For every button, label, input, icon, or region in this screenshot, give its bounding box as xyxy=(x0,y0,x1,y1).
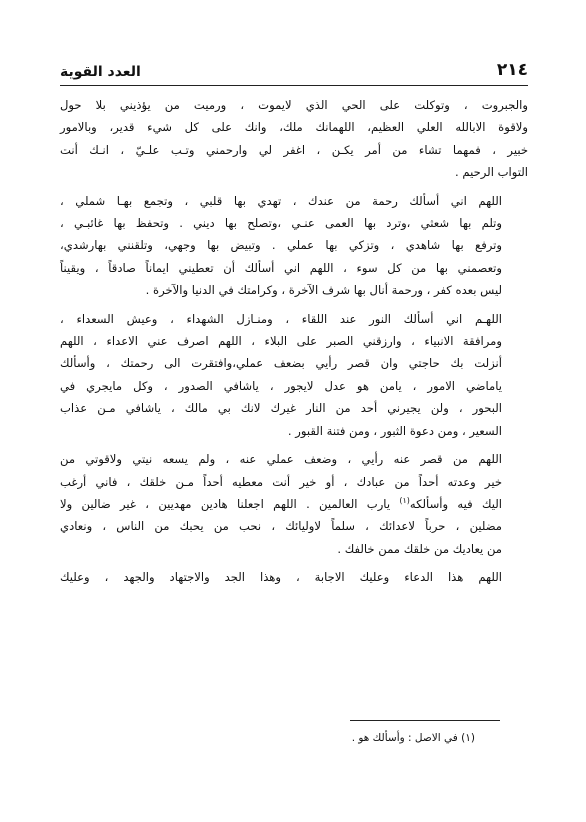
text-line: ياماضي الامور ، يامن هو عدل لايجور ، ياشافي الصدور ، وكل مايجري في xyxy=(60,378,502,393)
text-fragment: اليك فيه وأسألكه xyxy=(409,496,502,511)
text-line: أنزلت بك حاجتي وان قصر رأيي بضعف عملي،وافتقرت الى رحمتك ، وأسألك xyxy=(60,356,502,371)
footnote: (١) في الاصل : وأسألك هو . xyxy=(351,732,475,744)
text-line: وتلم بها شعثي ،وترد بها العمى عنـي ،وتصلح بها ديني . وتحفظ بها غائبـي ، xyxy=(60,216,502,231)
header-rule xyxy=(60,85,528,86)
text-line: ولاقوة الابالله العلي العظيم، اللهمانك ملك، وانك على كل شيء قدير، وبالامور xyxy=(60,120,528,135)
text-line: اللهم اني أسألك رحمة من عندك ، تهدي بها قلبي ، وتجمع بهـا شملي ، xyxy=(60,193,502,208)
text-line: ومرافقة الانبياء ، وارزقني الصبر على البلاء ، اللهم اصرف عني الاعداء ، اللهم xyxy=(60,334,502,349)
text-line: خبير ، فمهما تشاء من أمر يكـن ، اغفر لي وارحمني وتـب علـيّ ، انـك أنت xyxy=(60,142,528,157)
page-header xyxy=(60,52,528,80)
paragraph-5 xyxy=(60,566,528,588)
paragraph-4 xyxy=(60,448,528,560)
footnote-marker: (١) xyxy=(399,496,410,506)
body-text xyxy=(60,94,528,595)
text-line: وتعصمني بها من كل سوء ، اللهم اني أسألك أن تعطيني ايماناً صادقاً ، ويقيناً xyxy=(60,260,502,275)
paragraph-1 xyxy=(60,94,528,184)
paragraph-3 xyxy=(60,308,528,442)
text-line: البحور ، ولن يجيرني أحد من النار غيرك لانك بي مالك ، ياشافي مـن عذاب xyxy=(60,401,502,416)
text-line xyxy=(60,493,528,515)
text-line: اللهـم اني أسألك النور عند اللقاء ، ومنـازل الشهداء ، وعيش السعداء ، xyxy=(60,311,502,326)
text-line: اللهم هذا الدعاء وعليك الاجابة ، وهذا الجد والاجتهاد والجهد ، وعليك xyxy=(60,570,502,585)
text-line: ليس بعده كفر ، ورحمة أنال بها شرف الآخرة ، وكرامتك في الدنيا والآخرة . xyxy=(145,283,502,298)
page-number: ٢١٤ xyxy=(496,60,528,80)
paragraph-2 xyxy=(60,190,528,302)
running-title: العدد القوية xyxy=(60,64,141,80)
text-line: مضلين ، حرباً لاعدائك ، سلماً لاوليائك ، نحب من يحبك من الناس ، ونعادي xyxy=(60,519,502,534)
text-fragment: يارب العالمين . اللهم اجعلنا هادين مهديين ، غير ضالين ولا xyxy=(60,496,400,511)
text-line: خير وعدته أحداً من عبادك ، أو خير أنت معطيه أحداً مـن خلقك ، فاني أرغب xyxy=(60,474,502,489)
text-line: اللهم من قصر عنه رأيي ، وضعف عملي عنه ، ولم يسعه نيتي ولاقوتي من xyxy=(60,452,502,467)
text-line: من يعاديك من خلقك ممن خالفك . xyxy=(337,541,502,556)
text-line: التواب الرحيم . xyxy=(455,165,528,180)
footnote-rule xyxy=(350,720,500,721)
text-line: السعير ، ومن دعوة الثبور ، ومن فتنة القبور . xyxy=(287,423,502,438)
text-line: والجبروت ، وتوكلت على الحي الذي لايموت ، ورميت من يؤذيني بلا حول xyxy=(60,98,528,112)
text-line: وترفع بها شاهدي ، وتزكي بها عملي . وتبيض بها وجهي، وتلقنني بهارشدي، xyxy=(60,238,502,253)
